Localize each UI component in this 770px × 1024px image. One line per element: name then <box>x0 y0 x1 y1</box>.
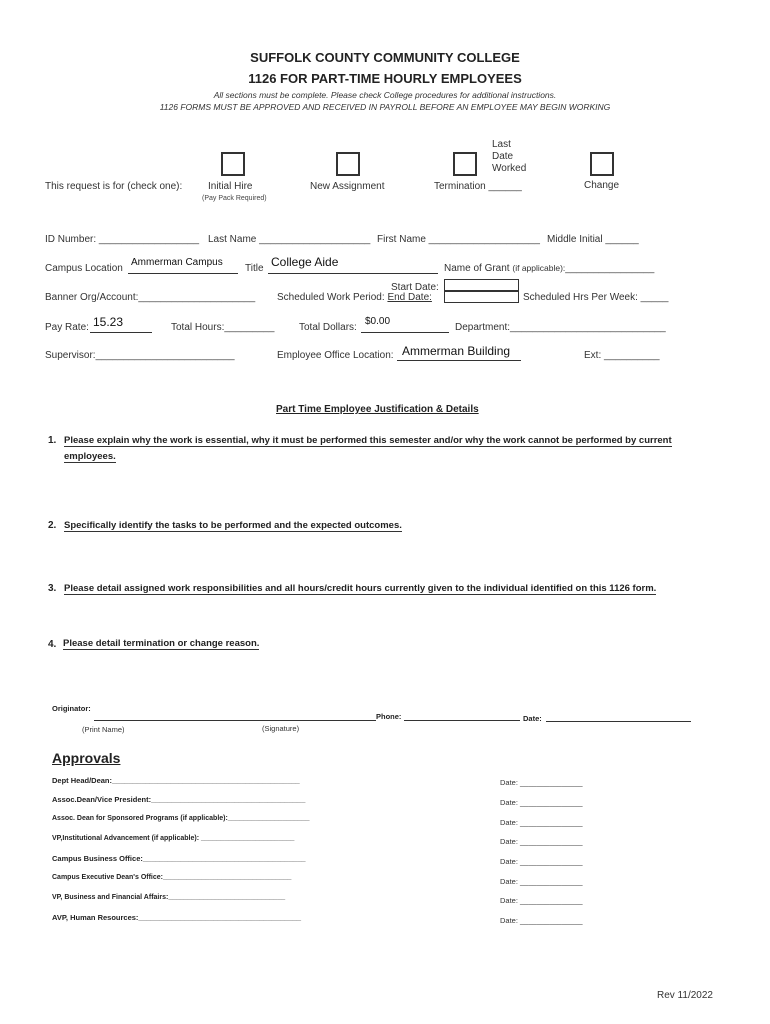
total-dollars-input[interactable]: $0.00 <box>365 316 391 327</box>
originator-date-label: Date: <box>523 714 542 723</box>
approval-campus-executive-dean-date[interactable]: Date: _______________ <box>500 877 583 886</box>
request-type-label: This request is for (check one): <box>45 181 183 192</box>
new-assignment-checkbox[interactable] <box>336 152 360 176</box>
middle-initial-field[interactable]: Middle Initial ______ <box>547 234 639 245</box>
last-name-field[interactable]: Last Name ____________________ <box>208 234 371 245</box>
last-date-worked-line3: Worked <box>492 163 527 174</box>
change-checkbox[interactable] <box>590 152 614 176</box>
pay-rate-label: Pay Rate: <box>45 322 89 333</box>
approval-campus-business-office[interactable]: Campus Business Office:_______________________________________ <box>52 854 306 863</box>
originator-print-line[interactable] <box>94 720 376 721</box>
banner-org-field[interactable]: Banner Org/Account:_____________________ <box>45 292 256 303</box>
payroll-note: 1126 FORMS MUST BE APPROVED AND RECEIVED IN PAYROLL BEFORE AN EMPLOYEE MAY BEGIN WORKING <box>159 102 611 112</box>
approval-sponsored-programs[interactable]: Assoc. Dean for Sponsored Programs (if applicable):_____________________ <box>52 815 310 822</box>
question-1-text-cont: employees. <box>64 451 116 462</box>
question-3-text: Please detail assigned work responsibilities and all hours/credit hours currently given to the individual identified on this 1126 form. <box>64 583 657 594</box>
total-dollars-label: Total Dollars: <box>299 322 357 333</box>
question-2-number: 2. <box>48 520 57 531</box>
form-title: SUFFOLK COUNTY COMMUNITY COLLEGE <box>250 50 520 65</box>
start-date-label: Start Date: <box>391 282 439 293</box>
question-2-text: Specifically identify the tasks to be performed and the expected outcomes. <box>64 520 402 531</box>
initial-hire-label: Initial Hire <box>208 181 253 192</box>
form-subtitle: 1126 FOR PART-TIME HOURLY EMPLOYEES <box>248 71 522 86</box>
originator-label: Originator: <box>52 704 91 713</box>
approval-avp-human-resources-date[interactable]: Date: _______________ <box>500 916 583 925</box>
pay-rate-input[interactable]: 15.23 <box>93 315 124 329</box>
originator-phone-line[interactable] <box>404 720 520 721</box>
new-assignment-label: New Assignment <box>310 181 385 192</box>
total-dollars-underline <box>361 332 449 333</box>
question-4-text: Please detail termination or change reason. <box>63 638 260 649</box>
justification-heading: Part Time Employee Justification & Details <box>276 404 479 415</box>
pay-pack-note: (Pay Pack Required) <box>202 195 267 202</box>
initial-hire-checkbox[interactable] <box>221 152 245 176</box>
id-number-field[interactable]: ID Number: __________________ <box>45 234 200 245</box>
instructions-note: All sections must be complete. Please check College procedures for additional instructions. <box>213 90 557 100</box>
title-underline <box>268 273 438 274</box>
department-field[interactable]: Department:____________________________ <box>455 322 666 333</box>
revision-label: Rev 11/2022 <box>657 990 713 1001</box>
scheduled-work-period-label: Scheduled Work Period: End Date: <box>277 292 432 303</box>
approval-dept-head[interactable]: Dept Head/Dean:_____________________________________________ <box>52 776 300 785</box>
campus-location-underline <box>128 273 238 274</box>
question-3-number: 3. <box>48 583 57 594</box>
office-location-label: Employee Office Location: <box>277 350 394 361</box>
approval-campus-executive-dean[interactable]: Campus Executive Dean's Office:_________________________________ <box>52 874 292 881</box>
approval-business-financial-affairs[interactable]: VP, Business and Financial Affairs:______________________________ <box>52 894 286 901</box>
approval-institutional-advancement-date[interactable]: Date: _______________ <box>500 837 583 846</box>
termination-label: Termination ______ <box>434 181 522 192</box>
approval-sponsored-programs-date[interactable]: Date: _______________ <box>500 818 583 827</box>
office-location-underline <box>397 360 521 361</box>
question-1-number: 1. <box>48 435 57 446</box>
grant-label: Name of Grant (if applicable):________________ <box>444 263 655 274</box>
ext-field[interactable]: Ext: __________ <box>584 350 660 361</box>
approval-avp-human-resources[interactable]: AVP, Human Resources:_______________________________________ <box>52 913 302 922</box>
start-date-input[interactable] <box>444 279 519 291</box>
campus-location-label: Campus Location <box>45 263 123 274</box>
change-label: Change <box>584 180 620 191</box>
question-4-number: 4. <box>48 639 57 650</box>
termination-checkbox[interactable] <box>453 152 477 176</box>
end-date-input[interactable] <box>444 291 519 303</box>
print-name-caption: (Print Name) <box>82 725 125 734</box>
signature-caption: (Signature) <box>262 724 300 733</box>
approval-assoc-dean-vp-date[interactable]: Date: _______________ <box>500 798 583 807</box>
title-input[interactable]: College Aide <box>271 255 339 269</box>
question-1-text: Please explain why the work is essential, why it must be performed this semester and/or why the work cannot be performed by current <box>64 435 672 446</box>
last-date-worked-line1: Last <box>492 139 511 150</box>
approval-business-financial-affairs-date[interactable]: Date: _______________ <box>500 896 583 905</box>
approval-dept-head-date[interactable]: Date: _______________ <box>500 778 583 787</box>
supervisor-field[interactable]: Supervisor:_________________________ <box>45 350 235 361</box>
total-hours-field[interactable]: Total Hours:_________ <box>171 322 275 333</box>
approval-campus-business-office-date[interactable]: Date: _______________ <box>500 857 583 866</box>
first-name-field[interactable]: First Name ____________________ <box>377 234 540 245</box>
last-date-worked-line2: Date <box>492 151 514 162</box>
originator-date-line[interactable] <box>546 721 691 722</box>
title-label: Title <box>245 263 264 274</box>
pay-rate-underline <box>90 332 152 333</box>
scheduled-hrs-field[interactable]: Scheduled Hrs Per Week: _____ <box>523 292 669 303</box>
originator-phone-label: Phone: <box>376 712 402 721</box>
approvals-heading: Approvals <box>52 750 121 766</box>
campus-location-input[interactable]: Ammerman Campus <box>131 257 223 268</box>
approval-institutional-advancement[interactable]: VP,Institutional Advancement (if applicable): ________________________ <box>52 835 295 842</box>
office-location-input[interactable]: Ammerman Building <box>402 344 511 358</box>
approval-assoc-dean-vp[interactable]: Assoc.Dean/Vice President:_____________________________________ <box>52 795 306 804</box>
